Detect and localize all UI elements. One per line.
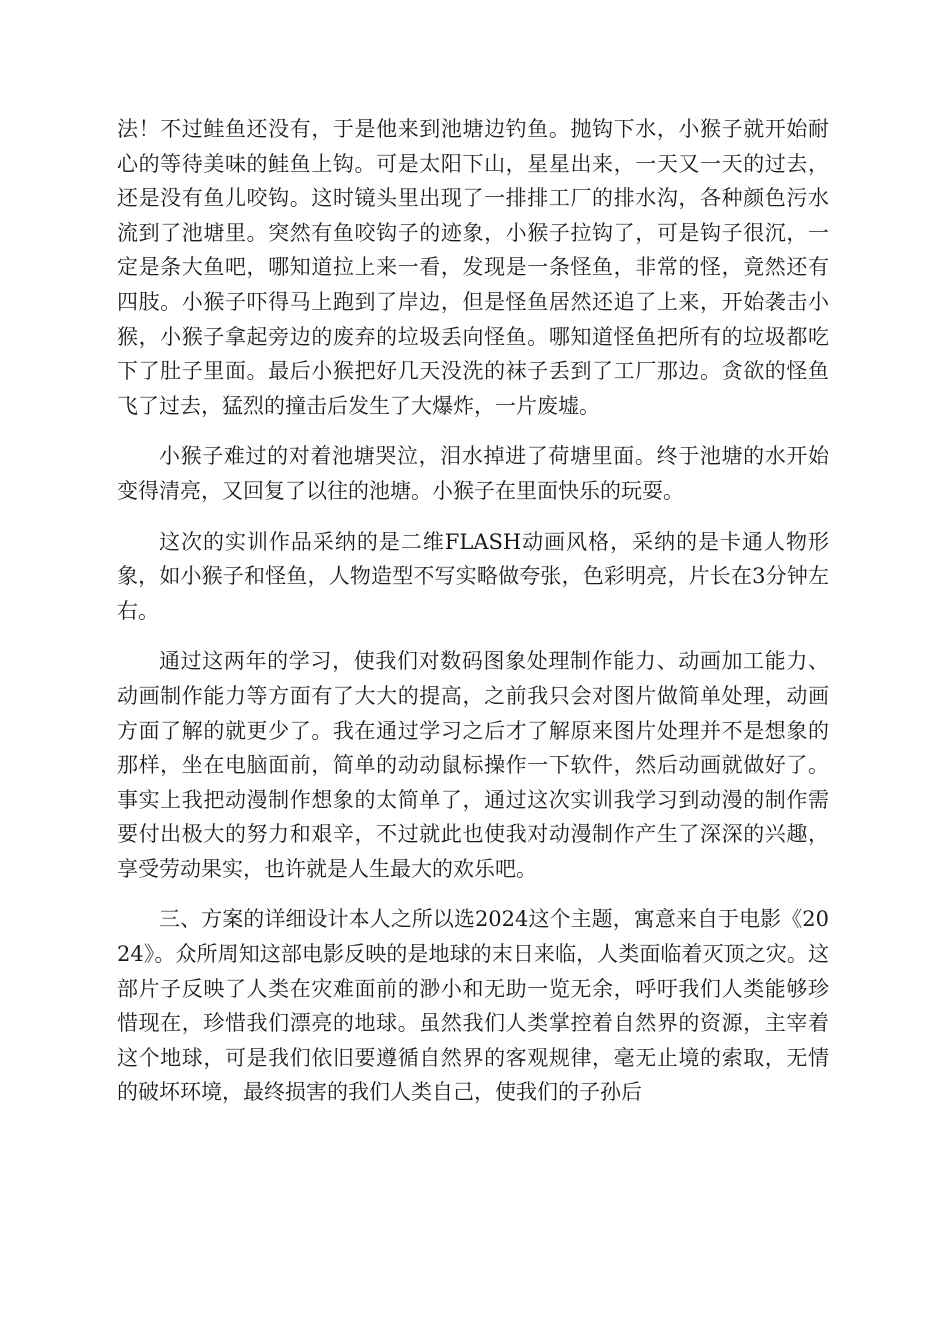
document-body: [117, 112, 829, 1126]
paragraph-design: 三、方案的详细设计本人之所以选2024这个主题，寓意来自于电影《2024》。众所周知这部电影反映的是地球的末日来临，人类面临着灭顶之灾。这部片子反映了人类在灾难面前的渺小和无助一览无余，呼吁我们人类能够珍惜现在，珍惜我们漂亮的地球。虽然我们人类掌控着自然界的资源，主宰着这个地球，可是我们依旧要遵循自然界的客观规律，毫无止境的索取，无情的破坏环境，最终损害的我们人类自己，使我们的子孙后: [117, 907, 829, 1105]
paragraph-story-continued: 法！不过鲑鱼还没有，于是他来到池塘边钓鱼。抛钩下水，小猴子就开始耐心的等待美味的鲑鱼上钩。可是太阳下山，星星出来，一天又一天的过去，还是没有鱼儿咬钩。这时镜头里出现了一排排工厂的排水沟，各种颜色污水流到了池塘里。突然有鱼咬钩子的迹象，小猴子拉钩了，可是钩子很沉，一定是条大鱼吧，哪知道拉上来一看，发现是一条怪鱼，非常的怪，竟然还有四肢。小猴子吓得马上跑到了岸边，但是怪鱼居然还追了上来，开始袭击小猴，小猴子拿起旁边的废弃的垃圾丢向怪鱼。哪知道怪鱼把所有的垃圾都吃下了肚子里面。最后小猴把好几天没洗的袜子丢到了工厂那边。贪欲的怪鱼飞了过去，猛烈的撞击后发生了大爆炸，一片废墟。: [117, 117, 829, 418]
paragraph-ending: 小猴子难过的对着池塘哭泣，泪水掉进了荷塘里面。终于池塘的水开始变得清亮，又回复了以往的池塘。小猴子在里面快乐的玩耍。: [117, 444, 829, 503]
paragraph-learning: 通过这两年的学习，使我们对数码图象处理制作能力、动画加工能力、动画制作能力等方面有了大大的提高，之前我只会对图片做简单处理，动画方面了解的就更少了。我在通过学习之后才了解原来图片处理并不是想象的那样，坐在电脑面前，简单的动动鼠标操作一下软件，然后动画就做好了。事实上我把动漫制作想象的太简单了，通过这次实训我学习到动漫的制作需要付出极大的努力和艰辛，不过就此也使我对动漫制作产生了深深的兴趣，享受劳动果实，也许就是人生最大的欢乐吧。: [117, 649, 829, 881]
paragraph-style: 这次的实训作品采纳的是二维FLASH动画风格，采纳的是卡通人物形象，如小猴子和怪鱼，人物造型不写实略做夸张，色彩明亮，片长在3分钟左右。: [117, 529, 829, 623]
